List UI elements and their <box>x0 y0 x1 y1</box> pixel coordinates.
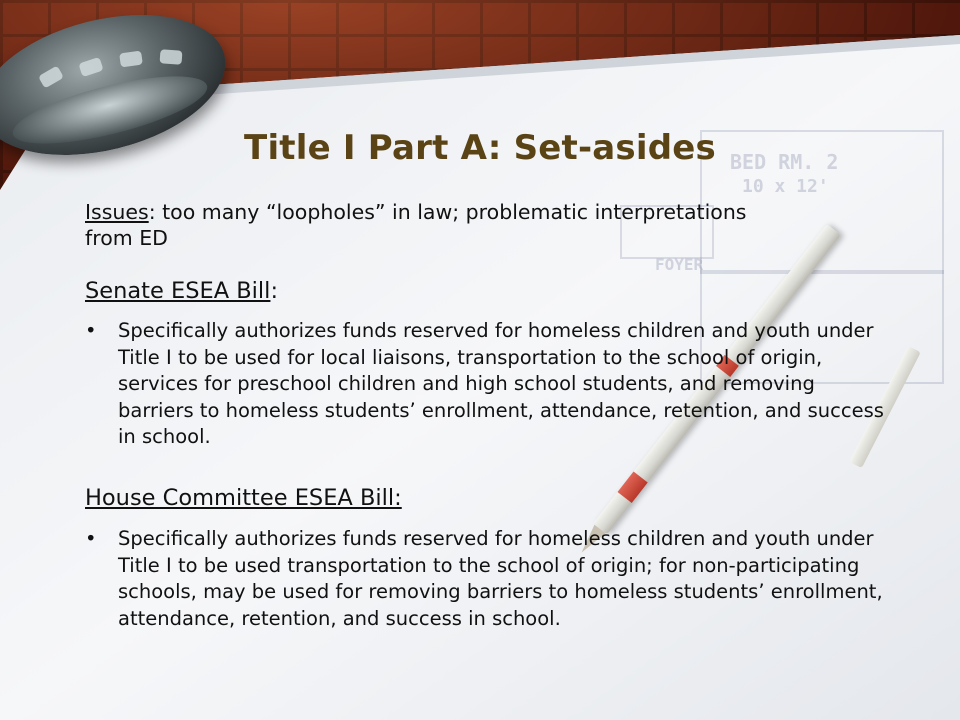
house-bill-bullet <box>85 526 885 632</box>
bullet-icon: • <box>85 319 97 342</box>
bullet-icon: • <box>85 527 97 550</box>
house-bill-heading-label: House Committee ESEA Bill: <box>85 485 402 511</box>
sketch-label: BED RM. 2 <box>730 150 839 174</box>
senate-bill-heading-label: Senate ESEA Bill <box>85 278 271 304</box>
issues-text: : too many “loopholes” in law; problematic interpretations from ED <box>85 200 747 250</box>
senate-bill-heading <box>85 278 278 304</box>
senate-bill-bullet-text: Specifically authorizes funds reserved for homeless children and youth under Title I to be used for local liaisons, transportation to the school of origin, services for preschool children and high school students, and removing barriers to homeless students’ enrollment, attendance, retention, and success in school. <box>118 319 884 448</box>
senate-bill-bullet <box>85 318 885 451</box>
issues-label: Issues <box>85 200 149 224</box>
sketch-label: FOYER <box>655 255 704 274</box>
senate-bill-heading-colon: : <box>270 278 279 304</box>
house-bill-bullet-text: Specifically authorizes funds reserved for homeless children and youth under Title I to be used transportation to the school of origin; for non-participating schools, may be used for removing barriers to homeless students’ enrollment, attendance, retention, and success in school. <box>118 527 883 630</box>
sketch-label: 10 x 12' <box>742 176 829 197</box>
slide-title: Title I Part A: Set-asides <box>244 128 716 168</box>
issues-paragraph <box>85 199 785 251</box>
house-bill-heading <box>85 485 402 511</box>
lamp-vent-icon <box>160 49 183 65</box>
